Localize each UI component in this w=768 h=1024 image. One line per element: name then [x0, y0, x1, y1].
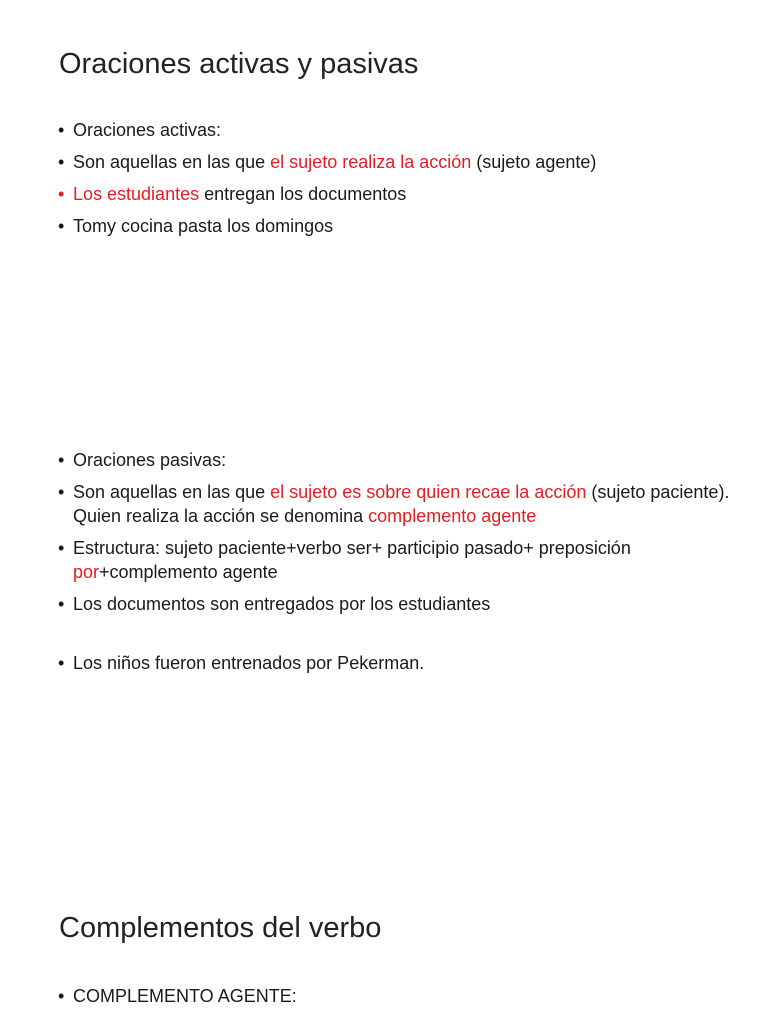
list-item	[58, 536, 738, 584]
bullet-icon: •	[58, 216, 65, 236]
bullet-icon: •	[58, 986, 65, 1006]
list-item	[58, 480, 738, 528]
bullet-icon: •	[58, 152, 65, 172]
list-item	[58, 984, 738, 1008]
bullet-text: +complemento agente	[99, 562, 278, 582]
highlight-text: complemento agente	[368, 506, 537, 526]
bullet-icon: •	[58, 184, 65, 204]
bullet-text: Estructura: sujeto paciente+verbo ser+ participio pasado+ preposición	[73, 538, 631, 558]
bullet-text: Oraciones pasivas:	[73, 450, 227, 470]
bullet-text: Oraciones activas:	[73, 120, 222, 140]
highlight-text: el sujeto es sobre quien recae la acción	[270, 482, 587, 502]
highlight-text: el sujeto realiza la acción	[270, 152, 472, 172]
list-item	[58, 448, 738, 472]
bullet-icon: •	[58, 594, 65, 614]
list-item	[58, 592, 738, 616]
bullet-text: Tomy cocina pasta los domingos	[73, 216, 334, 236]
bullet-text: (sujeto agente)	[471, 152, 597, 172]
bullet-icon: •	[58, 653, 65, 673]
slide-title: Complementos del verbo	[59, 912, 382, 944]
list-item	[58, 150, 738, 174]
list-item	[58, 214, 738, 238]
passive-bullet-list	[58, 448, 738, 675]
slide-complementos	[0, 880, 768, 1024]
bullet-text: Son aquellas en las que	[73, 152, 271, 172]
slide-title: Oraciones activas y pasivas	[59, 48, 419, 80]
bullet-text: Son aquellas en las que	[73, 482, 271, 502]
bullet-text: entregan los documentos	[199, 184, 407, 204]
bullet-icon: •	[58, 482, 65, 502]
bullet-text: (sujeto paciente). Quien realiza la acción se denomina	[73, 482, 730, 526]
bullet-text: COMPLEMENTO AGENTE:	[73, 986, 297, 1006]
bullet-text: Los documentos son entregados por los estudiantes	[73, 594, 491, 614]
bullet-icon: •	[58, 450, 65, 470]
complement-bullet-list	[58, 984, 738, 1008]
bullet-icon: •	[58, 538, 65, 558]
active-bullet-list	[58, 118, 738, 238]
list-item	[58, 182, 738, 206]
bullet-text: Los niños fueron entrenados por Pekerman.	[73, 653, 425, 673]
list-item	[58, 118, 738, 142]
highlight-text: por	[73, 562, 100, 582]
list-item	[58, 651, 738, 675]
bullet-icon: •	[58, 120, 65, 140]
highlight-text: Los estudiantes	[73, 184, 200, 204]
